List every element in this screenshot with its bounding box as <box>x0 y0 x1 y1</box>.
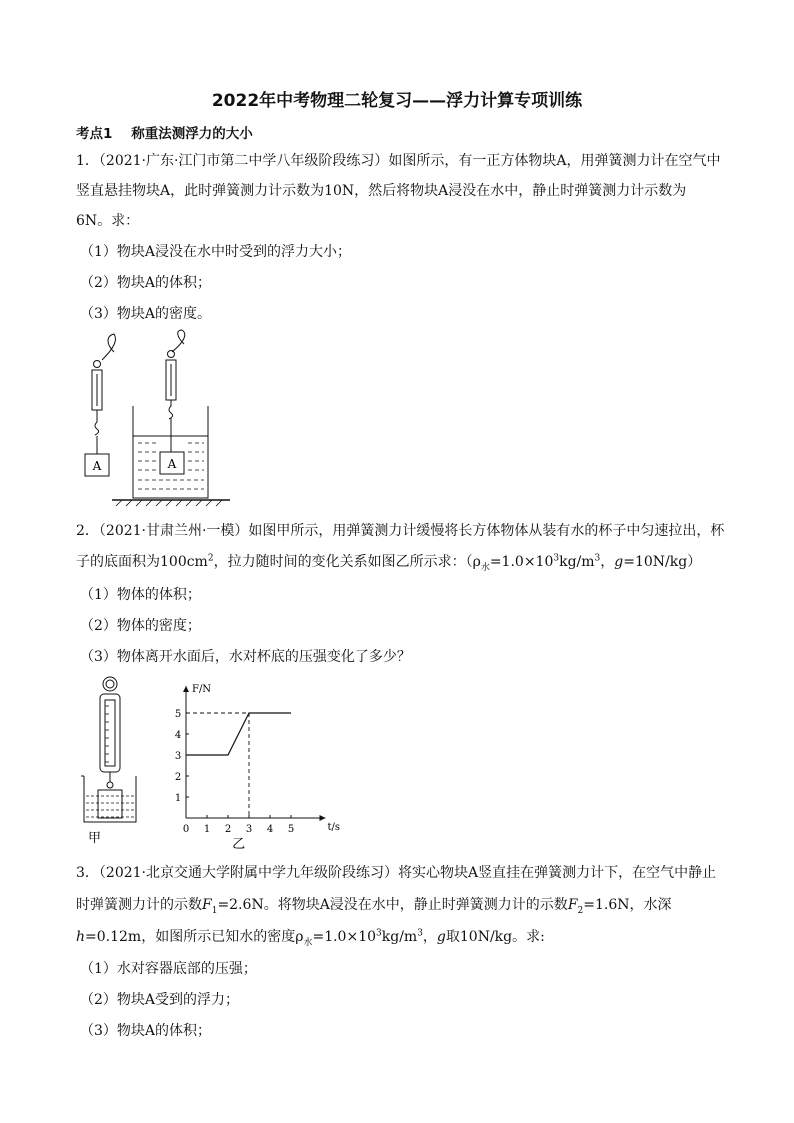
q2-item-2: （2）物体的密度； <box>80 618 201 634</box>
section-name: 称重法测浮力的大小 <box>131 126 253 142</box>
q3-line2-b: =2.6N。将物块A浸没在水中，静止时弹簧测力计的示数 <box>217 897 568 913</box>
q2-chart-yi <box>166 678 351 852</box>
scale-ticks <box>105 706 109 762</box>
cup <box>84 776 136 822</box>
section-heading <box>76 122 253 142</box>
spring-scale-window <box>105 700 115 766</box>
q2-line2-sub: 水 <box>480 562 490 573</box>
section-label: 考点1 <box>76 126 113 142</box>
label-yi: 乙 <box>232 837 246 852</box>
q3-line3-c: kg/m <box>381 929 418 945</box>
hand-icon-left <box>102 334 116 360</box>
q3-line3-a: =0.12m，如图所示已知水的密度ρ <box>85 929 304 945</box>
hand-icon-right <box>172 330 185 352</box>
page-title: 2022年中考物理二轮复习——浮力计算专项训练 <box>211 91 583 111</box>
q2-line2-b: ，拉力随时间的变化关系如图乙所示求：（ρ <box>213 554 481 570</box>
q3-g: g <box>436 929 446 945</box>
q2-line2-g: g <box>614 554 624 570</box>
x-tick-label: 3 <box>245 824 253 835</box>
q3-f2-sub: 2 <box>577 905 584 916</box>
block-a-water-label: A <box>167 457 177 471</box>
q2-item-1: （1）物体的体积； <box>80 587 201 603</box>
ground-hatch <box>116 500 222 506</box>
spring-scale-body <box>100 694 120 772</box>
q3-line3-sub: 水 <box>303 937 313 948</box>
scale-ring <box>103 677 117 691</box>
q2-line2-c: =1.0×10 <box>489 554 554 570</box>
y-axis-label: F/N <box>192 684 212 695</box>
q3-line2-a: 时弹簧测力计的示数 <box>76 897 202 913</box>
x-tick-label: 2 <box>224 824 232 835</box>
x-axis-arrow <box>320 815 326 821</box>
block-in-cup <box>98 790 122 818</box>
label-jia: 甲 <box>88 831 102 846</box>
q3-h: h <box>76 929 86 945</box>
q3-item-1: （1）水对容器底部的压强； <box>80 961 257 977</box>
q1-line3: 6N。求： <box>76 213 140 229</box>
q2-line2 <box>76 551 701 573</box>
y-tick-label: 5 <box>174 709 182 720</box>
q2-line2-e: ， <box>600 554 615 570</box>
q3-f1-sub: 1 <box>211 905 218 916</box>
q2-line2-sup2: 3 <box>553 553 560 564</box>
q3-f2: F <box>567 897 578 913</box>
q2-line2-f: =10N/kg） <box>623 554 702 570</box>
q3-line2-c: =1.6N，水深 <box>583 897 672 913</box>
q2-line2-sup: 2 <box>207 553 214 564</box>
cup-water <box>86 796 134 817</box>
q1-line1: 1．（2021·广东·江门市第二中学八年级阶段练习）如图所示，有一正方体物块A，用弹簧测力计在空气中 <box>76 153 721 169</box>
block-a-air-label: A <box>92 459 102 473</box>
q3-item-2: （2）物块A受到的浮力； <box>80 992 240 1008</box>
scale-hook-right <box>169 400 173 419</box>
q2-line2-sup3: 3 <box>594 553 601 564</box>
q2-line2-d: kg/m <box>559 554 595 570</box>
x-tick-label: 4 <box>266 824 274 835</box>
q1-item-1: （1）物块A浸没在水中时受到的浮力大小； <box>80 244 352 260</box>
q1-figure <box>76 330 246 510</box>
q3-line3-e: 取10N/kg。求: <box>445 929 545 945</box>
q3-line3 <box>76 926 545 948</box>
q3-line3-sup: 3 <box>376 928 382 939</box>
y-axis-arrow <box>183 686 189 692</box>
x-axis-label: t/s <box>327 822 341 833</box>
q3-f1: F <box>202 897 212 913</box>
q3-line1: 3．（2021·北京交通大学附属中学九年级阶段练习）将实心物块A竖直挂在弹簧测力计下，在空气中静止 <box>76 865 717 881</box>
y-tick-label: 1 <box>174 793 182 804</box>
y-tick-label: 2 <box>174 772 182 783</box>
x-tick-label: 0 <box>182 824 190 835</box>
series-line <box>186 713 291 755</box>
y-tick-label: 3 <box>174 751 182 762</box>
q3-line3-b: =1.0×10 <box>312 929 377 945</box>
q3-item-3: （3）物块A的体积； <box>80 1023 212 1039</box>
scale-ring-left <box>94 361 101 368</box>
q2-figure-jia <box>76 672 146 846</box>
y-tick-label: 4 <box>174 730 182 741</box>
q3-line3-d: ， <box>422 929 437 945</box>
q1-item-3: （3）物块A的密度。 <box>80 306 212 322</box>
q1-line2: 竖直悬挂物块A，此时弹簧测力计示数为10N，然后将物块A浸没在水中，静止时弹簧测力计示数为 <box>76 183 687 199</box>
q2-line2-a: 子的底面积为100cm <box>76 554 208 570</box>
q3-line3-sup2: 3 <box>417 928 423 939</box>
x-tick-label: 1 <box>203 824 211 835</box>
scale-hook-left <box>95 410 99 435</box>
q2-line1: 2．（2021·甘肃兰州·一模）如图甲所示，用弹簧测力计缓慢将长方体物体从装有水的杯子中匀速拉出，杯 <box>76 523 725 539</box>
x-tick-label: 5 <box>287 824 295 835</box>
q1-item-2: （2）物块A的体积； <box>80 275 212 291</box>
q2-item-3: （3）物体离开水面后，水对杯底的压强变化了多少？ <box>80 649 411 665</box>
scale-ring-right <box>168 351 175 358</box>
q3-line2 <box>76 894 672 916</box>
